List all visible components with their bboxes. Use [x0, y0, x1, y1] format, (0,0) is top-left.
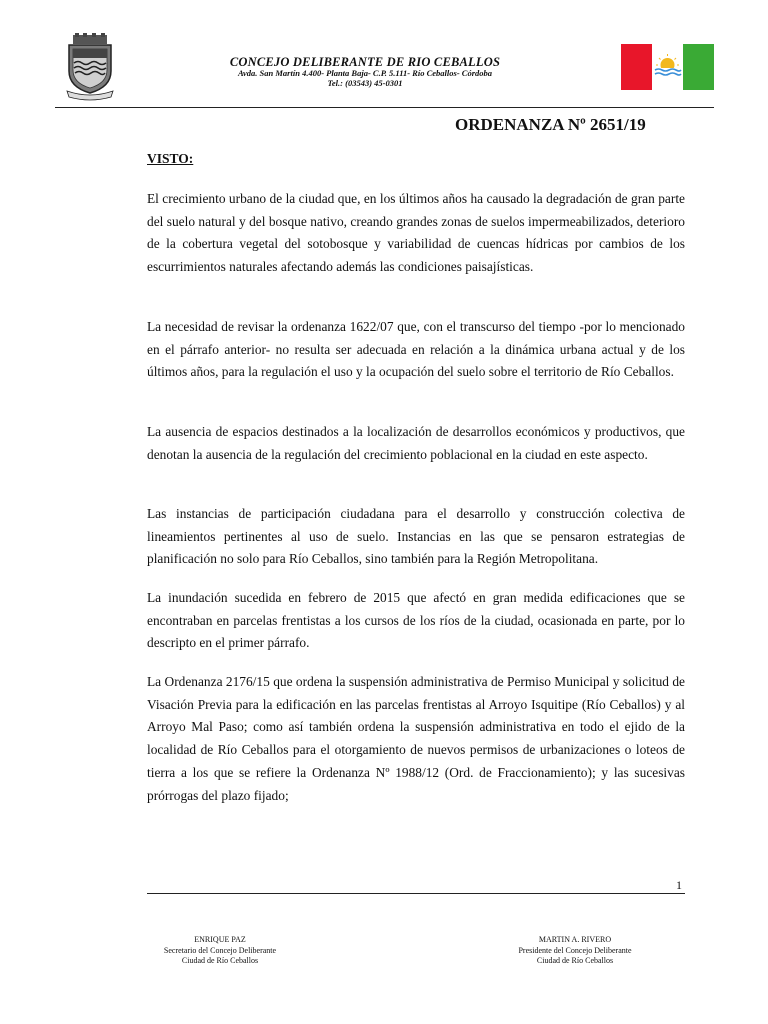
- signatory-role: Presidente del Concejo Deliberante: [518, 945, 632, 955]
- city-flag-icon: [621, 44, 714, 90]
- signature-block-president: [480, 935, 670, 967]
- signatory-name: MARTIN A. RIVERO: [538, 935, 612, 944]
- signatory-name: ENRIQUE PAZ: [194, 935, 246, 944]
- section-heading: VISTO:: [147, 151, 194, 166]
- paragraph: La Ordenanza 2176/15 que ordena la suspensión administrativa de Permiso Municipal y solicitud de Visación Previa para la edificación en las parcelas frentistas al Arroyo Isquitipe (Río Ceballos) y al Arroyo Mal Paso; como así también ordena la suspensión administrativa en todo el ejido de la localidad de Río Ceballos para el otorgamiento de nuevos permisos de urbanizaciones o loteos de tierra a los que se refiere la Ordenanza Nº 1988/12 (Ord. de Fraccionamiento); y las sucesivas prórrogas del plazo fijado;: [147, 674, 685, 803]
- municipal-crest-icon: [63, 33, 117, 101]
- paragraph: La ausencia de espacios destinados a la localización de desarrollos económicos y productivos, que denotan la ausencia de la regulación del crecimiento poblacional en la ciudad en este aspecto.: [147, 424, 685, 462]
- header-divider: [55, 107, 714, 108]
- council-name: CONCEJO DELIBERANTE DE RIO CEBALLOS: [229, 55, 501, 69]
- page-number: 1: [676, 878, 682, 892]
- paragraph: Las instancias de participación ciudadana para el desarrollo y construcción colectiva de lineamientos pertinentes al uso de suelo. Instancias en las que se pensaron estrategias de planificación no solo para Río Ceballos, sino también para la Región Metropolitana.: [147, 506, 685, 567]
- signatory-city: Ciudad de Río Ceballos: [536, 956, 614, 965]
- council-phone: Tel.: (03543) 45-0301: [327, 78, 403, 88]
- signatory-role: Secretario del Concejo Deliberante: [163, 945, 277, 955]
- ordinance-title: ORDENANZA Nº 2651/19: [455, 115, 646, 134]
- council-address: Avda. San Martín 4.400- Planta Baja- C.P. 5.111- Río Ceballos- Córdoba: [237, 68, 492, 78]
- signatory-city: Ciudad de Río Ceballos: [181, 956, 259, 965]
- signature-block-secretary: [130, 935, 310, 967]
- footer-divider: [147, 893, 685, 894]
- paragraph: El crecimiento urbano de la ciudad que, en los últimos años ha causado la degradación de gran parte del suelo natural y del bosque nativo, creando grandes zonas de suelos impermeabilizados, deterioro de la cobertura vegetal del sotobosque y variabilidad de cuencas hídricas por cambios de los escurrimientos naturales afectando además las condiciones paisajísticas.: [147, 191, 685, 275]
- paragraph: La inundación sucedida en febrero de 2015 que afectó en gran medida edificaciones que se encontraban en parcelas frentistas a los cursos de los ríos de la ciudad, ocasionada en parte, por lo descripto en el primer párrafo.: [147, 590, 685, 651]
- paragraph: La necesidad de revisar la ordenanza 1622/07 que, con el transcurso del tiempo -por lo mencionado en el párrafo anterior- no resulta ser adecuada en relación a la dinámica urbana actual y de los últimos años, para la regulación el uso y la ocupación del suelo sobre el territorio de Río Ceballos.: [147, 319, 685, 380]
